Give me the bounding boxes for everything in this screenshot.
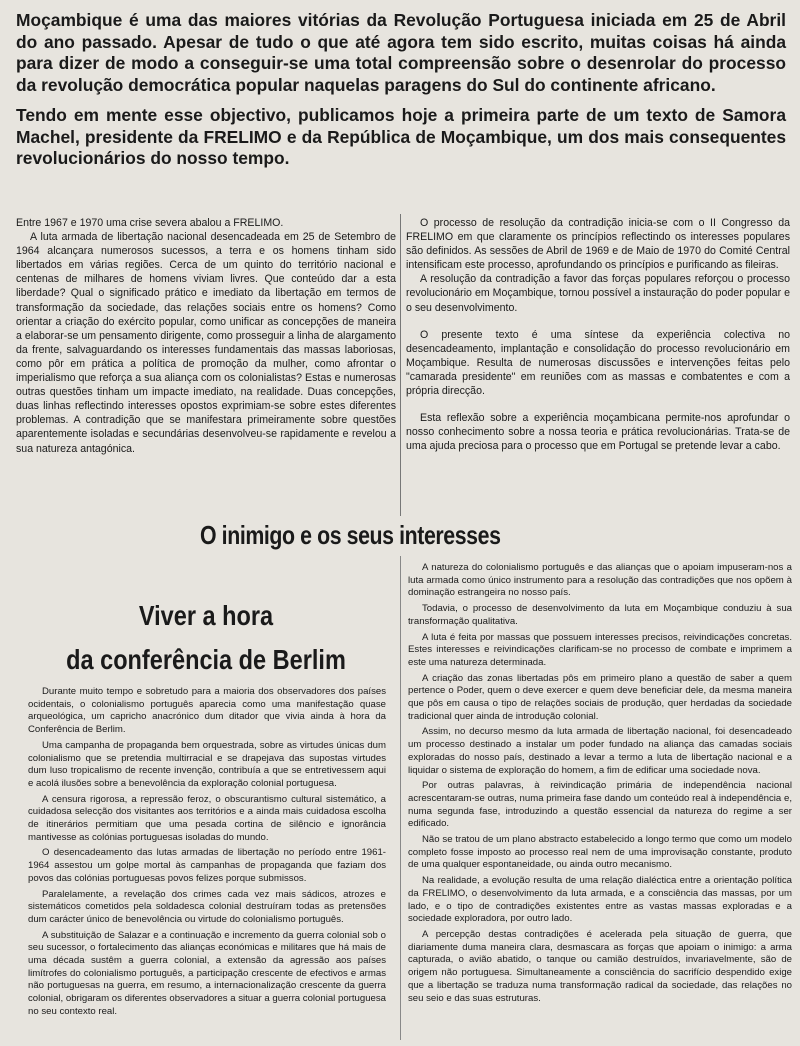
paragraph: Entre 1967 e 1970 uma crise severa abalou a FRELIMO.: [16, 217, 284, 229]
top-columns: [16, 216, 790, 518]
bottom-left-column: [28, 686, 386, 1022]
article-title-line-1: Viver a hora: [138, 600, 274, 631]
paragraph: Uma campanha de propaganda bem orquestrada, sobre as virtudes únicas dum colonialismo que se pretendia multirracial e se drapejava das supostas virtudes dum luso tropicalismo de recente invenção, contribuía a que se entretivessem aqui e acolá ilusões sobre a benevolência da exploração colonial portuguesa.: [28, 739, 386, 789]
paragraph: A luta é feita por massas que possuem interesses precisos, reivindicações concretas. Estes interesses e reivindicações clarificam-se no processo de combate e imprimem a este uma natureza determinada.: [408, 631, 792, 668]
section-headline: O inimigo e os seus interesses: [200, 520, 501, 550]
column-divider: [400, 556, 401, 1040]
paragraph: A percepção destas contradições é acelerada pela situação de guerra, que diariamente duma maneira clara, desmascara as forças que apoiam o inimigo: a arma capturada, o avião abatido, o tanque ou camião destruídos, invariavelmente, são de origem não portuguesa. Simultaneamente a consciência do sacrifício despendido exige que a libertação se traduza numa transformação radical da sociedade, das relações no seu seio e das suas estruturas.: [408, 928, 792, 1004]
paragraph: Paralelamente, a revelação dos crimes cada vez mais sádicos, atrozes e sistemáticos cometidos pela soldadesca colonial destruíram todas as pretensões dum carácter único de benevolência ou virtude do colonialismo português.: [28, 888, 386, 925]
intro-lead: [16, 10, 786, 179]
paragraph: O presente texto é uma síntese da experiência colectiva no desencadeamento, implantação e consolidação do processo revolucionário em Moçambique. Resulta de numerosas discussões e intervenções feitas pelo "camarada presidente" em reuniões com as massas e combatentes e com a própria direcção.: [406, 328, 790, 398]
article-title-line-2: da conferência de Berlim: [66, 644, 346, 675]
paragraph: Na realidade, a evolução resulta de uma relação dialéctica entre a orientação política da FRELIMO, o desenvolvimento da luta armada, e a consciência das massas, por um lado, e o tipo de contradições existentes entre as vastas massas exploradas e a sociedade exploradora, por outro lado.: [408, 875, 792, 925]
paragraph: Assim, no decurso mesmo da luta armada de libertação nacional, foi desencadeado um processo destinado a instalar um poder fundado na aliança das camadas sociais exploradas do nosso país, destinado a levar a termo a luta de libertação nacional e a liquidar o sistema de exploração do homem, a fim de edificar uma sociedade nova.: [408, 726, 792, 776]
paragraph: Todavia, o processo de desenvolvimento da luta em Moçambique conduziu à sua transformação qualitativa.: [408, 603, 792, 627]
paragraph: Durante muito tempo e sobretudo para a maioria dos observadores dos países ocidentais, o colonialismo português aparecia como uma manifestação quase arqueológica, um capricho anacrónico dum ditador que vivia ainda à hora da Conferência de Berlim.: [28, 686, 386, 736]
intro-paragraph-2: Tendo em mente esse objectivo, publicamos hoje a primeira parte de um texto de Samora Machel, presidente da FRELIMO e da República de Moçambique, um dos mais consequentes revolucionários do nosso tempo.: [16, 105, 786, 168]
paragraph: A substituição de Salazar e a continuação e incremento da guerra colonial sob o seu sucessor, o fortalecimento das alianças económicas e militares que há mais de uma década sustêm a guerra colonial, a extensão da agressão aos países limítrofes do colonialismo português, a participação crescente de efectivos e armas não portuguesas na guerra, em resumo, a internacionalização crescente da guerra colonial, obrigaram os diferentes observadores a situar a guerra colonial portuguesa no seu contexto real.: [28, 929, 386, 1017]
paragraph: Não se tratou de um plano abstracto estabelecido a longo termo que como um modelo completo fosse imposto ao processo real nem de uma improvisação constante, produto de uma qualquer espontaneidade, ou ainda outro mecanismo.: [408, 834, 792, 871]
paragraph: A censura rigorosa, a repressão feroz, o obscurantismo cultural sistemático, a cuidadosa selecção dos visitantes aos territórios e a ainda mais cuidadosa escolha de itinerários permitiam que uma pesada cortina de silêncio e ignorância mantivesse as colónias portuguesas isoladas do mundo.: [28, 793, 386, 843]
intro-paragraph-1: Moçambique é uma das maiores vitórias da Revolução Portuguesa iniciada em 25 de Abril do ano passado. Apesar de tudo o que até agora tem sido escrito, muitas coisas há ainda para dizer de modo a conseguir-se uma total compreensão sobre o desenrolar do processo da revolução democrática popular naquelas paragens do Sul do continente africano.: [16, 10, 786, 95]
paragraph: Por outras palavras, à reivindicação primária de independência nacional acrescentaram-se outras, numa primeira fase dando um conteúdo real à independência e, numa segunda fase, introduzindo a questão essencial da natureza do regime a ser edificado.: [408, 780, 792, 830]
paragraph: A criação das zonas libertadas pôs em primeiro plano a questão de saber a quem pertence o Poder, quem o deve exercer e quem deve beneficiar dele, da mesma maneira que pôs em causa o tipo de relações sociais de produção, quer herdadas da sociedade tradicional quer ainda de introdução colonial.: [408, 672, 792, 722]
paragraph: O processo de resolução da contradição inicia-se com o II Congresso da FRELIMO em que claramente os princípios reflectindo os interesses populares são definidos. As sessões de Abril de 1969 e de Maio de 1970 do Comité Central intensificam este processo, aprofundando os princípios e purificando as fileiras.: [406, 217, 790, 272]
top-right-column: [406, 216, 790, 453]
paragraph: A resolução da contradição a favor das forças populares reforçou o processo revolucionário em Moçambique, tornou possível a instauração do poder popular e o seu desenvolvimento.: [406, 273, 790, 314]
bottom-right-column: [408, 562, 792, 1008]
article-title: [55, 594, 357, 682]
paragraph: A natureza do colonialismo português e das alianças que o apoiam impuseram-nos a luta armada como único instrumento para a resolução das contradições que nos opõem à dominação estrangeira no nosso país.: [408, 562, 792, 599]
paragraph: O desencadeamento das lutas armadas de libertação no período entre 1961-1964 assestou um golpe mortal às campanhas de propaganda que faziam dos povos das colónias portuguesas povos felizes porque submissos.: [28, 847, 386, 884]
paragraph: A luta armada de libertação nacional desencadeada em 25 de Setembro de 1964 alcançara numerosos sucessos, a terra e os homens tinham sido libertados em várias regiões. Cerca de um quinto do território nacional e centenas de milhares de homens viviam livres. Que conteúdo dar a esta liberdade? Qual o significado prático e imediato da libertação em termos de transformação da sociedade, das relações sociais entre os homens? Como orientar a criação do exército popular, como unificar as concepções de maneira a elaborar-se um pensamento dirigente, como prosseguir a linha de alargamento da frente, salvaguardando os interesses fundamentais das massas laboriosas, como pôr em prática a política de promoção da mulher, como afrontar o imperialismo que reforça a sua aliança com os colonialistas? Estas e numerosas outras questões tinham um impacte imediato, na realidade. Duas concepções, duas linhas reflectindo interesses opostos exprimiam-se sobre estes diferentes problemas. A contradição que se manifestara primeiramente sobre questões aparentemente isoladas e secundárias desenvolveu-se rapidamente e revelou a sua natureza antagónica.: [16, 231, 396, 455]
top-left-column: [16, 216, 396, 456]
paragraph: Esta reflexão sobre a experiência moçambicana permite-nos aprofundar o nosso conhecimento sobre a nossa teoria e prática revolucionárias. Trata-se de uma ajuda preciosa para o processo que em Portugal se pretende levar a cabo.: [406, 412, 790, 453]
column-divider: [400, 214, 401, 516]
